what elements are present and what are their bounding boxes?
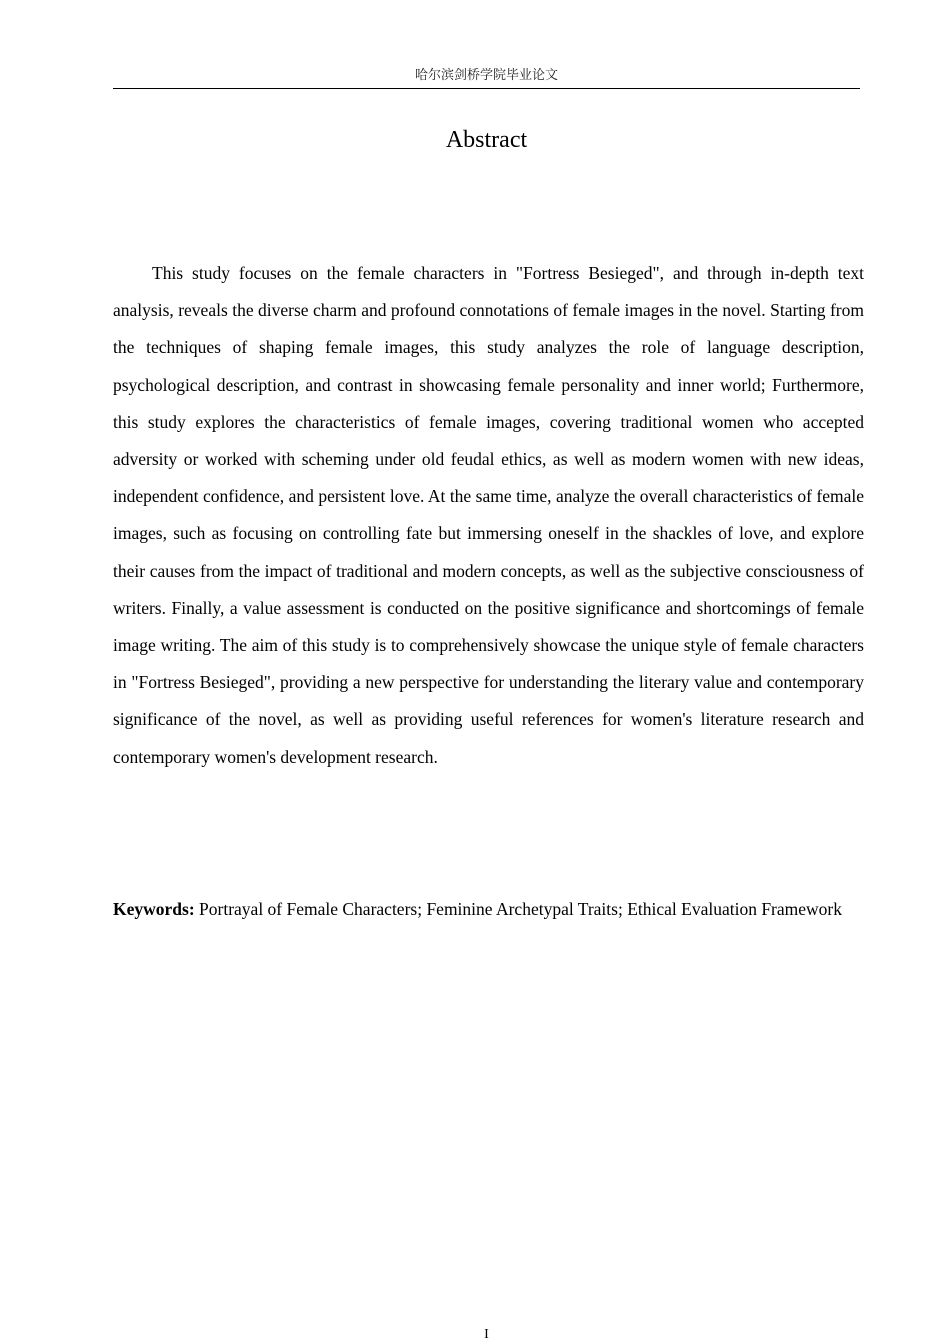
keywords-paragraph (113, 892, 859, 927)
page-header (113, 66, 860, 89)
keywords-text: Portrayal of Female Characters; Feminine Archetypal Traits; Ethical Evaluation Framework (199, 899, 842, 919)
keywords-label: Keywords: (113, 899, 195, 919)
abstract-body: This study focuses on the female characters in "Fortress Besieged", and through in-depth text analysis, reveals the diverse charm and profound connotations of female images in the novel. Starting from the techniques of shaping female images, this study analyzes the role of language description, psychological description, and contrast in showcasing female personality and inner world; Furthermore, this study explores the characteristics of female images, covering traditional women who accepted adversity or worked with scheming under old feudal ethics, as well as modern women with new ideas, independent confidence, and persistent love. At the same time, analyze the overall characteristics of female images, such as focusing on controlling fate but immersing oneself in the shackles of love, and explore their causes from the impact of traditional and modern concepts, as well as the subjective consciousness of writers. Finally, a value assessment is conducted on the positive significance and shortcomings of female image writing. The aim of this study is to comprehensively showcase the unique style of female characters in "Fortress Besieged", providing a new perspective for understanding the literary value and contemporary significance of the novel, as well as providing useful references for women's literature research and contemporary women's development research. (113, 263, 864, 767)
abstract-title: Abstract (445, 127, 528, 153)
page-number: I (484, 1327, 489, 1342)
header-text: 哈尔滨剑桥学院毕业论文 (414, 68, 558, 83)
